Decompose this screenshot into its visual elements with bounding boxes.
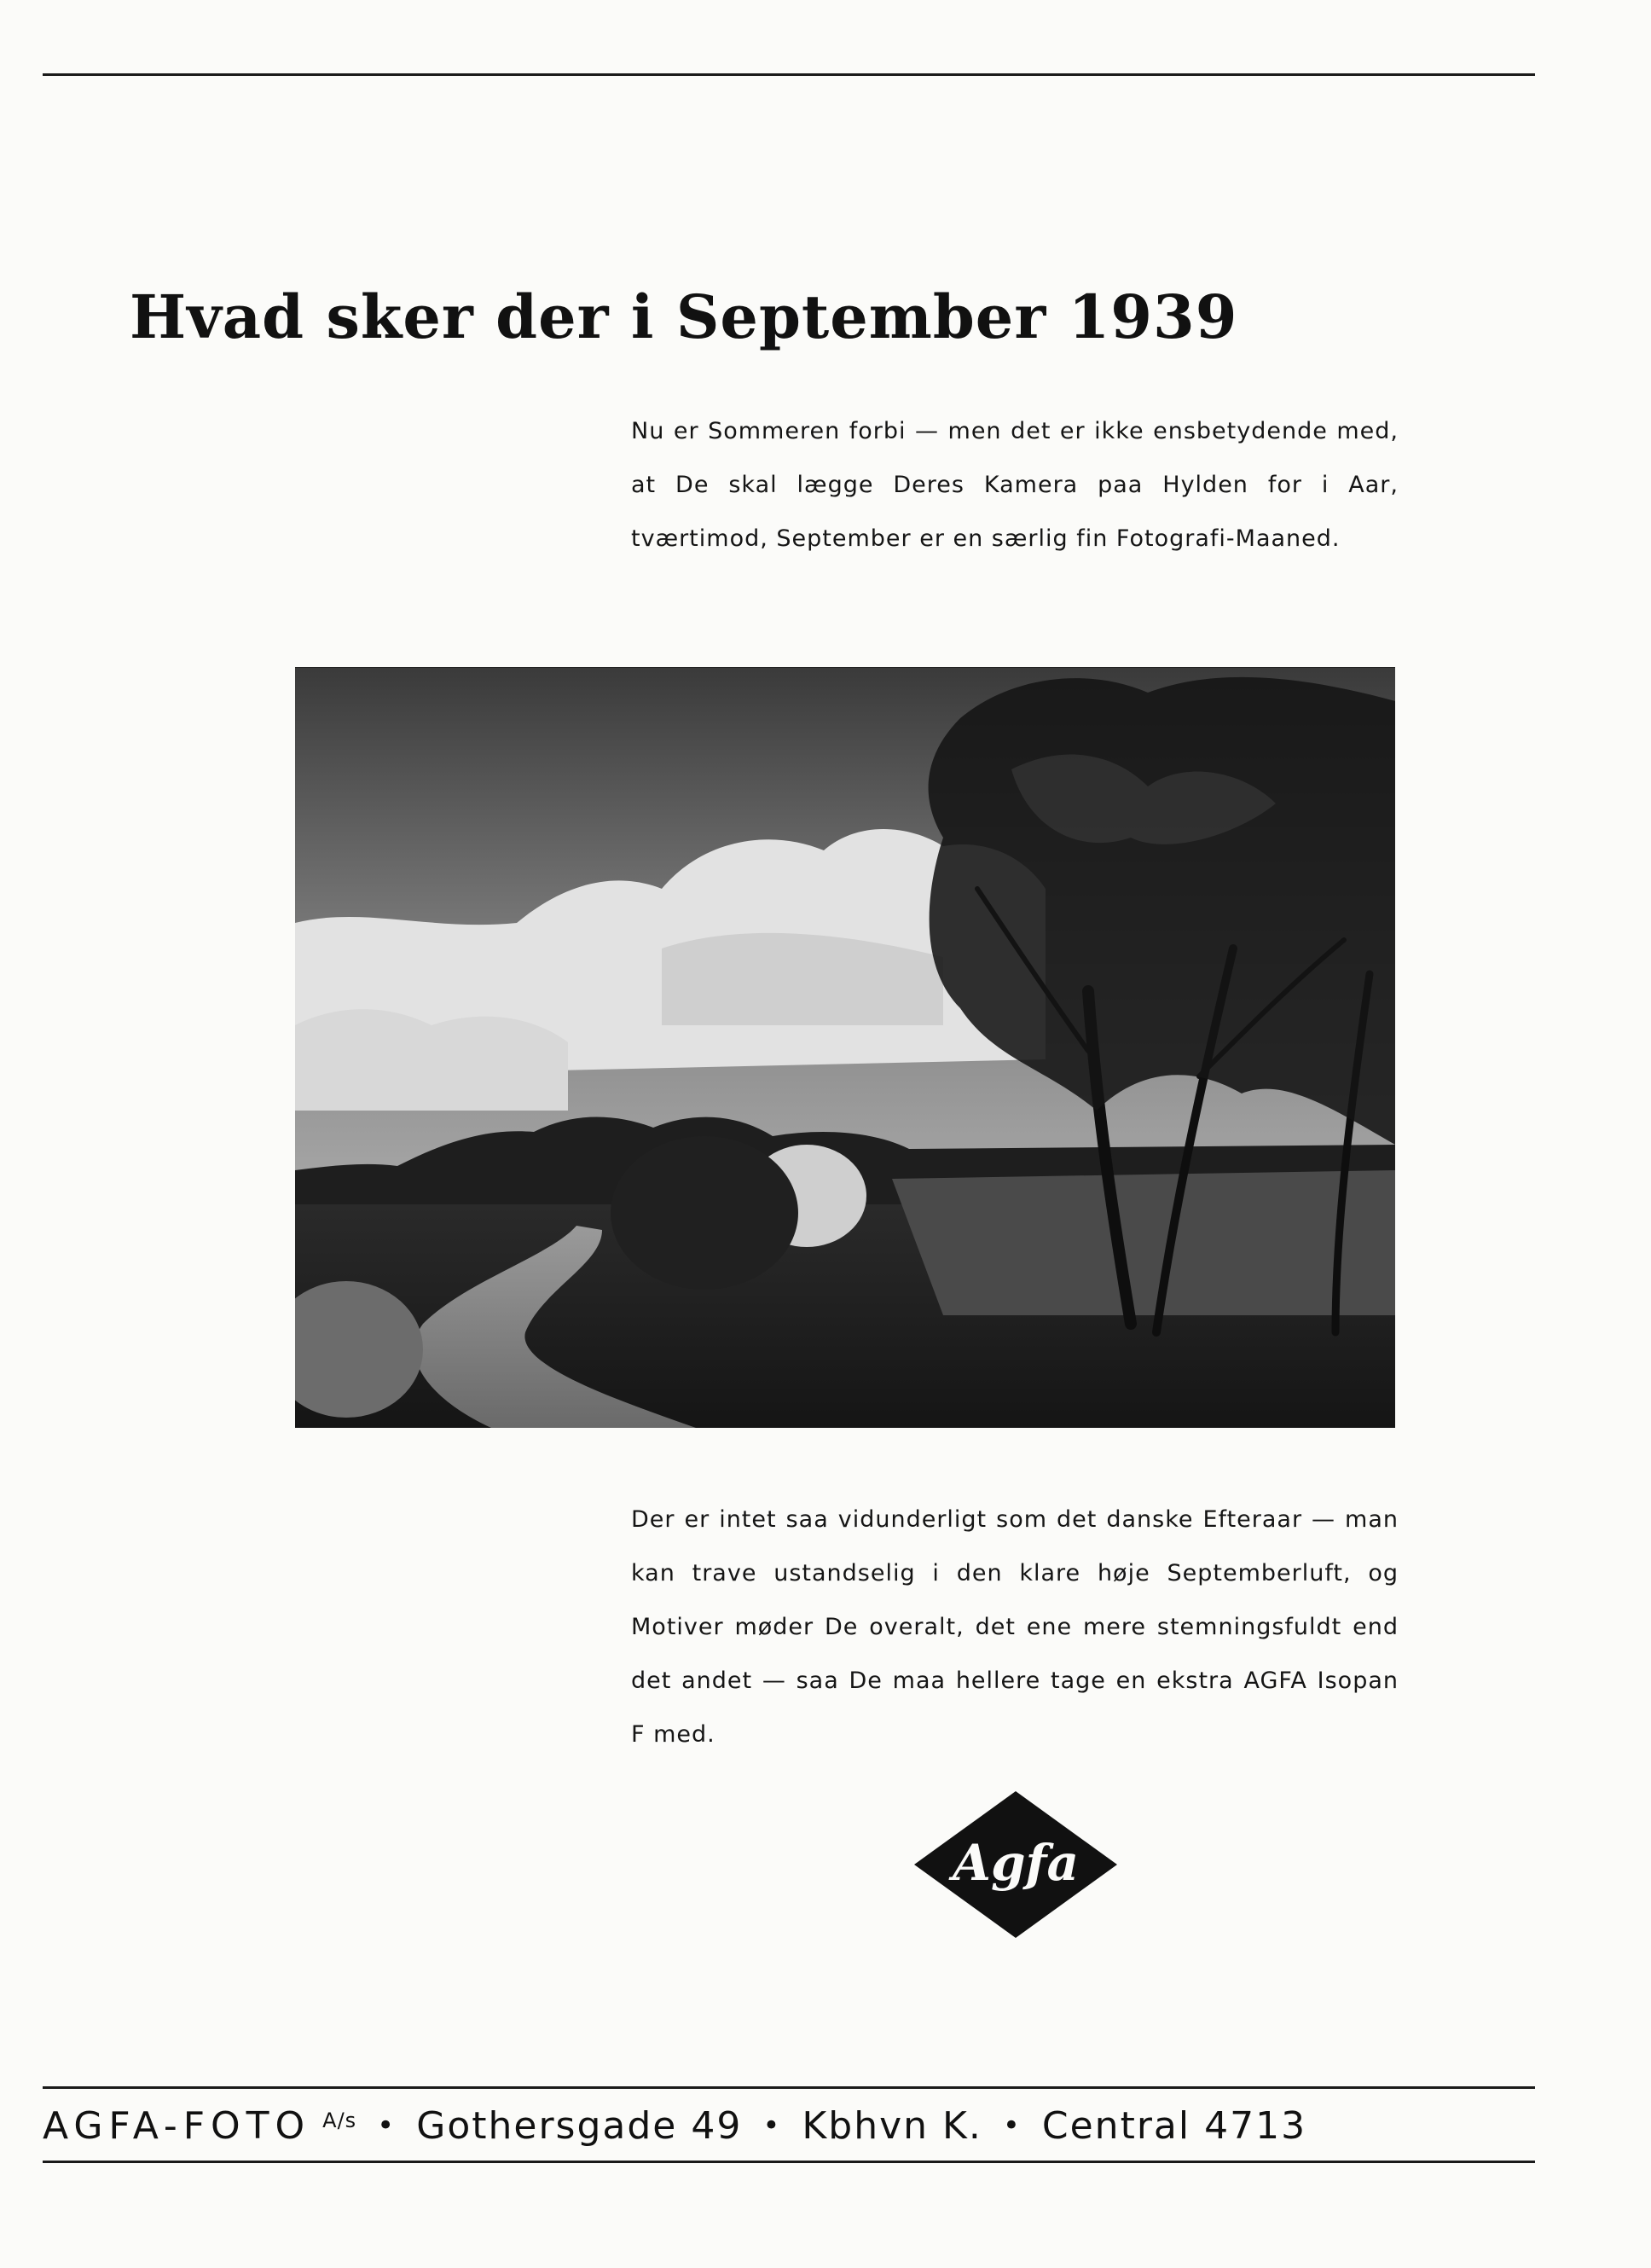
landscape-photo bbox=[295, 667, 1395, 1428]
footer-separator: • bbox=[1002, 2108, 1022, 2143]
agfa-logo bbox=[912, 1789, 1119, 1940]
footer-top-rule bbox=[43, 2086, 1535, 2089]
intro-paragraph: Nu er Sommeren forbi — men det er ikke ensbetydende med, at De skal lægge Deres Kamera paa Hylden for i Aar, tværtimod, September er en særlig fin Fotografi-Maaned. bbox=[631, 418, 1399, 552]
headline: Hvad sker der i September 1939 bbox=[130, 281, 1238, 352]
footer-city: Kbhvn K. bbox=[802, 2103, 982, 2148]
top-rule bbox=[43, 73, 1535, 76]
footer-phone: Central 4713 bbox=[1041, 2103, 1307, 2148]
footer bbox=[43, 2095, 1535, 2156]
footer-separator: • bbox=[762, 2108, 782, 2143]
footer-separator: • bbox=[377, 2108, 397, 2143]
footer-company: AGFA-FOTO bbox=[43, 2103, 311, 2148]
closing-paragraph: Der er intet saa vidunderligt som det danske Efteraar — man kan trave ustandselig i den klare høje Septemberluft, og Motiver møder De overalt, det ene mere stemningsfuldt end det andet — saa De maa hellere tage en ekstra AGFA Isopan F med. bbox=[631, 1506, 1399, 1748]
footer-legal-form: A/s bbox=[322, 2108, 357, 2132]
agfa-logo-text: Agfa bbox=[952, 1834, 1080, 1892]
footer-address: Gothersgade 49 bbox=[416, 2103, 743, 2148]
footer-bottom-rule bbox=[43, 2161, 1535, 2163]
